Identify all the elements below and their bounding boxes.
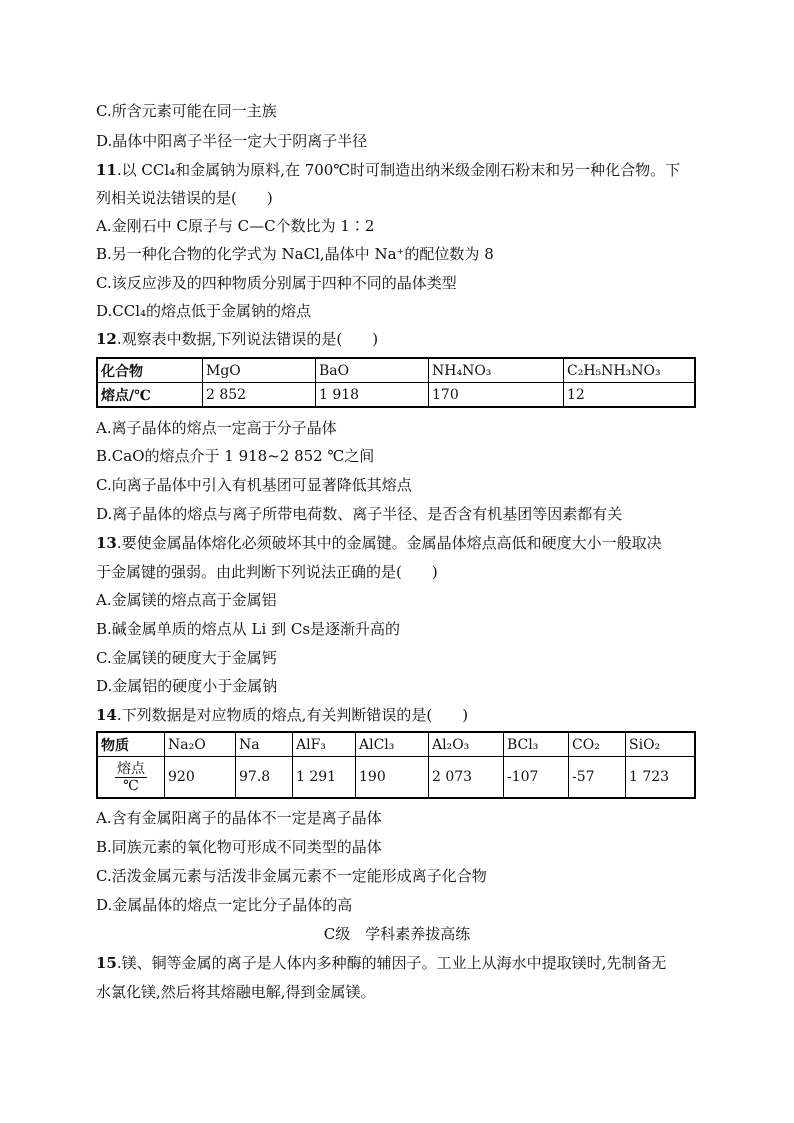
q11-option-d: D.CCl₄的熔点低于金属钠的熔点: [96, 302, 312, 320]
question-number: 14: [96, 706, 117, 724]
q11-option-a: A.金刚石中 C原子与 C—C个数比为 1∶2: [96, 217, 375, 235]
q14-option-c: C.活泼金属元素与活泼非金属元素不一定能形成离子化合物: [96, 867, 487, 885]
q14-option-b: B.同族元素的氧化物可形成不同类型的晶体: [96, 838, 382, 856]
table-cell: 熔点/℃: [97, 383, 203, 408]
table-cell: SiO₂: [626, 732, 696, 757]
table-cell: 化合物: [97, 358, 203, 383]
question-13-stem-cont: 于金属键的强弱。由此判断下列说法正确的是( ): [96, 563, 438, 581]
question-number: 11: [96, 161, 117, 179]
table-row: [97, 358, 695, 383]
option-d-prev: D.晶体中阳离子半径一定大于阴离子半径: [96, 132, 368, 150]
question-number: 15: [96, 954, 117, 972]
question-15-stem: 15.镁、铜等金属的离子是人体内多种酶的辅因子。工业上从海水中提取镁时,先制备无: [96, 954, 667, 972]
table-cell: Na: [236, 732, 293, 757]
table-cell: 1 918: [316, 383, 429, 408]
question-13-stem: 13.要使金属晶体熔化必须破坏其中的金属键。金属晶体熔点高低和硬度大小一般取决: [96, 534, 662, 552]
table-cell: CO₂: [569, 732, 626, 757]
question-11-stem: 11.以 CCl₄和金属钠为原料,在 700℃时可制造出纳米级金刚石粉末和另一种化合物。下: [96, 161, 681, 179]
q11-option-b: B.另一种化合物的化学式为 NaCl,晶体中 Na⁺的配位数为 8: [96, 245, 494, 263]
table-cell: 2 073: [429, 757, 504, 799]
table-cell: 97.8: [236, 757, 293, 799]
q13-option-d: D.金属铝的硬度小于金属钠: [96, 677, 278, 695]
table-cell: 920: [165, 757, 236, 799]
table-cell: MgO: [203, 358, 316, 383]
q12-option-a: A.离子晶体的熔点一定高于分子晶体: [96, 419, 337, 437]
table-cell: NH₄NO₃: [429, 358, 564, 383]
table-row: [97, 383, 695, 408]
table-cell: BaO: [316, 358, 429, 383]
q12-table: [96, 357, 696, 408]
question-11-stem-cont: 列相关说法错误的是( ): [96, 189, 273, 207]
question-number: 13: [96, 534, 117, 552]
q12-option-d: D.离子晶体的熔点与离子所带电荷数、离子半径、是否含有机基团等因素都有关: [96, 505, 623, 523]
question-number: 12: [96, 330, 117, 348]
table-cell: BCl₃: [504, 732, 569, 757]
table-cell: C₂H₅NH₃NO₃: [564, 358, 696, 383]
question-15-stem-cont: 水氯化镁,然后将其熔融电解,得到金属镁。: [96, 983, 376, 1001]
q14-option-d: D.金属晶体的熔点一定比分子晶体的高: [96, 896, 353, 914]
q13-option-b: B.碱金属单质的熔点从 Li 到 Cs是逐渐升高的: [96, 620, 401, 638]
table-row: [97, 732, 695, 757]
q13-option-c: C.金属镁的硬度大于金属钙: [96, 649, 277, 667]
table-cell: 1 723: [626, 757, 696, 799]
table-cell: -57: [569, 757, 626, 799]
table-cell: 170: [429, 383, 564, 408]
q12-option-b: B.CaO的熔点介于 1 918~2 852 ℃之间: [96, 447, 375, 465]
section-heading: C级 学科素养拔高练: [323, 925, 471, 943]
table-row: [97, 757, 695, 799]
table-cell: 190: [356, 757, 429, 799]
question-12-stem: 12.观察表中数据,下列说法错误的是( ): [96, 330, 379, 348]
q13-option-a: A.金属镁的熔点高于金属铝: [96, 591, 277, 609]
q14-table: [96, 731, 696, 799]
table-cell: AlCl₃: [356, 732, 429, 757]
table-cell: 物质: [97, 732, 165, 757]
table-cell: Al₂O₃: [429, 732, 504, 757]
option-c-prev: C.所含元素可能在同一主族: [96, 102, 277, 120]
table-cell: 12: [564, 383, 696, 408]
q11-option-c: C.该反应涉及的四种物质分别属于四种不同的晶体类型: [96, 274, 457, 292]
table-cell: 1 291: [293, 757, 356, 799]
unit-fraction: $\frac{\text{熔点}}{℃}$: [117, 760, 145, 794]
table-cell: AlF₃: [293, 732, 356, 757]
table-cell: [97, 757, 165, 799]
table-cell: -107: [504, 757, 569, 799]
q12-option-c: C.向离子晶体中引入有机基团可显著降低其熔点: [96, 476, 412, 494]
question-14-stem: 14.下列数据是对应物质的熔点,有关判断错误的是( ): [96, 706, 469, 724]
table-cell: 2 852: [203, 383, 316, 408]
q14-option-a: A.含有金属阳离子的晶体不一定是离子晶体: [96, 809, 382, 827]
table-cell: Na₂O: [165, 732, 236, 757]
